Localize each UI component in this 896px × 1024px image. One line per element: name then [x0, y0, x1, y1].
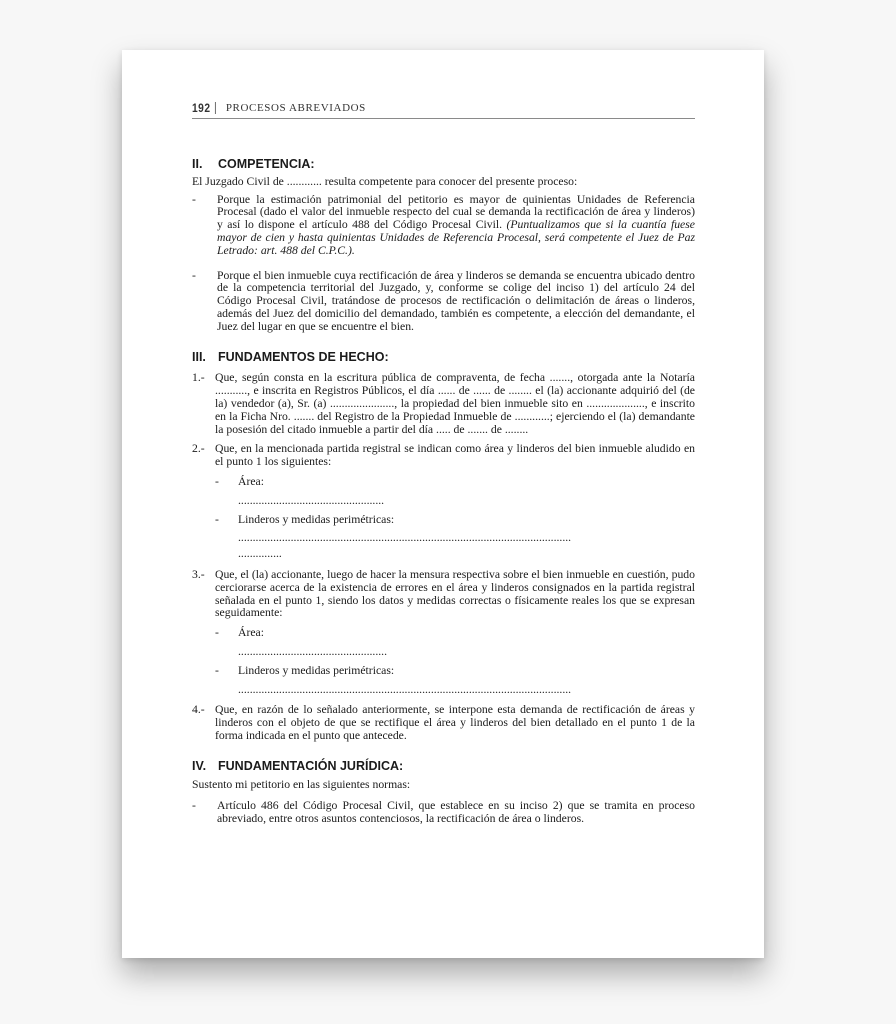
running-title: PROCESOS ABREVIADOS	[225, 102, 366, 114]
document-page	[122, 50, 764, 958]
section-heading-fundamentacion-juridica: IV. FUNDAMENTACIÓN JURÍDICA:	[192, 758, 404, 773]
numbered-item: 3.- Que, el (la) accionante, luego de hacer la mensura respectiva sobre el bien inmueble en cuestión, pudo cerciorarse acerca de la existencia de errores en el área y linderos consignados en la partida registral señalada en el punto 1, siendo los datos y medidas correctas o físicamente reales los que se expresan seguidamente:	[192, 567, 695, 620]
blank-field: ..................................................................................................................	[238, 532, 572, 545]
paragraph: Sustento mi petitorio en las siguientes normas:	[192, 778, 411, 792]
running-header	[192, 98, 695, 119]
section-heading-fundamentos-de-hecho: III. FUNDAMENTOS DE HECHO:	[192, 349, 389, 364]
sub-item-linderos: - Linderos y medidas perimétricas:	[215, 512, 395, 526]
bullet-item: - Artículo 486 del Código Procesal Civil, que establece en su inciso 2) que se tramita en proceso abreviado, entre otros asuntos contenciosos, la rectificación de área o linderos.	[192, 799, 695, 826]
blank-field: ...............	[238, 547, 282, 561]
paragraph: El Juzgado Civil de ............ resulta competente para conocer del presente proceso:	[192, 174, 578, 188]
numbered-item: 1.- Que, según consta en la escritura pública de compraventa, de fecha ......., otorgada ante la Notaría ..........., e inscrita en Registros Públicos, el día ...... de ...... de ........ el (la) accionante adquirió del (de la) vendedor (a), Sr. (a) ......................, la propiedad del bien inmueble sito en ...................., e inscrito en la Ficha Nro. ....... del Registro de la Propiedad Inmueble de ............; ejerciendo el (la) demandante la posesión del citado inmueble a partir del día ..... de ....... de ........	[192, 371, 695, 436]
numbered-item: 2.- Que, en la mencionada partida registral se indican como área y linderos del bien inmueble aludido en el punto 1 los siguientes:	[192, 442, 695, 469]
blank-field: ..................................................................................................................	[238, 683, 572, 696]
section-heading-competencia: II. COMPETENCIA:	[192, 157, 315, 171]
sub-item-area: - Área:	[215, 626, 264, 640]
blank-field: ..................................................	[238, 493, 385, 507]
page-number: 192	[192, 102, 216, 114]
sub-item-linderos: - Linderos y medidas perimétricas:	[215, 663, 395, 677]
blank-field: ...................................................	[238, 644, 388, 658]
numbered-item: 4.- Que, en razón de lo señalado anteriormente, se interpone esta demanda de rectificación de áreas y linderos con el objeto de que se rectifique el área y linderos del bien detallado en el punto 1 de la forma indicada en el punto que antecede.	[192, 703, 695, 742]
sub-item-area: - Área:	[215, 474, 264, 488]
bullet-item: - Porque la estimación patrimonial del petitorio es mayor de quinientas Unidades de Referencia Procesal (dado el valor del inmueble respecto del cual se demanda la rectificación de área y linderos) y así lo dispone el artículo 488 del Código Procesal Civil. (Puntualizamos que si la cuantía fuese mayor de cien y hasta quinientas Unidades de Referencia Procesal, será competente el Juez de Paz Letrado: art. 488 del C.P.C.).	[192, 192, 695, 257]
document-body	[192, 158, 695, 826]
bullet-item: - Porque el bien inmueble cuya rectificación de área y linderos se demanda se encuentra ubicado dentro de la competencia territorial del Juzgado, y, conforme se colige del inciso 1) del artículo 24 del Código Procesal Civil, tratándose de procesos de rectificación o delimitación de áreas o linderos, además del Juez del domicilio del demandado, también es competente, a elección del demandante, el Juez del lugar en que se encuentre el bien.	[192, 268, 695, 333]
